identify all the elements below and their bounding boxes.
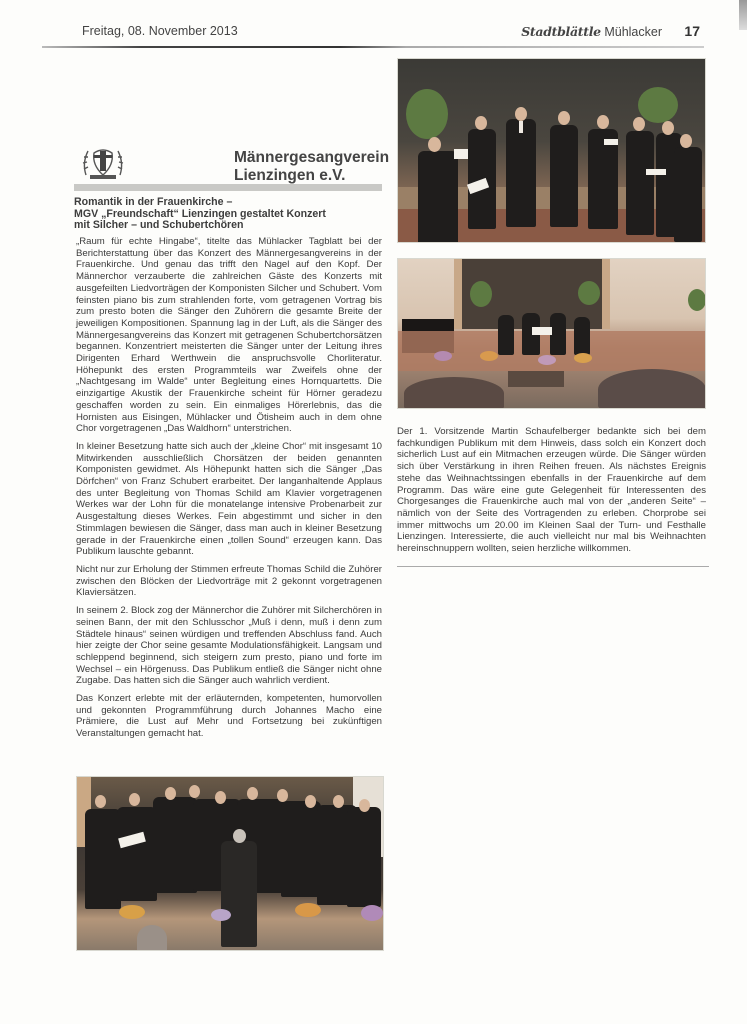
- horn-quartet-photo: [397, 258, 706, 409]
- full-choir-photo: [76, 776, 384, 951]
- newspaper-brand: [521, 24, 662, 39]
- paragraph: In kleiner Besetzung hatte sich auch der „kleine Chor“ mit insgesamt 10 Mitwirkenden ausschließlich Chorsätzen der beiden genannten Komponisten gewidmet. Als Höhepunkt hatten sich die Sänger „Das Dörfchen“ von Franz Schubert erarbeitet. Der langanhaltende Applaus des unter Begleitung von Thomas Schild am Klavier vorgetragenen Werkes war der Lohn für die monatelange intensive Probenarbeit zur Ausgestaltung dieses Werkes. Fein abgestimmt und sicher in den Stimmlagen bewiesen die Sänger, dass man auch in kleiner Besetzung gerade in der Frauenkirche einen „tollen Sound“ erzeugen kann. Das Publikum lauschte gebannt.: [76, 440, 382, 558]
- paragraph: Nicht nur zur Erholung der Stimmen erfreute Thomas Schild die Zuhörer zwischen den Blöcken der Liedvorträge mit 2 gekonnt vorgetragenen Klaviersätzen.: [76, 563, 382, 599]
- paragraph: Das Konzert erlebte mit der erläuternden, kompetenten, humorvollen und gekonnten Programmführung durch Johannes Macho eine Prämiere, die Lust auf Mehr und Fortsetzung bei zukünftigen Veranstaltungen gemacht hat.: [76, 693, 382, 740]
- headline-line-1: Romantik in der Frauenkirche –: [74, 196, 233, 208]
- headline-line-3: mit Silcher – und Schubertchören: [74, 219, 244, 231]
- org-name-line-2: Lienzingen e.V.: [234, 167, 346, 184]
- small-choir-photo: [397, 58, 706, 243]
- scan-edge: [739, 0, 747, 30]
- header-rule: [42, 46, 704, 48]
- page-header: [42, 20, 704, 48]
- article-body-left: [76, 236, 382, 746]
- org-name-line-1: Männergesangverein: [234, 149, 390, 166]
- organization-name: [234, 149, 389, 185]
- section-divider: [74, 184, 382, 191]
- issue-date: Freitag, 08. November 2013: [82, 24, 238, 38]
- paragraph: In seinem 2. Block zog der Männerchor die Zuhörer mit Silcherchören in seinen Bann, der mit den Schlusschor „Muß i denn, muß i denn zum Städtele hinaus“ seinen würdigen und treffenden Abschluss fand. Auch hier zeigte der Chor seine gesamte Modulationsfähigkeit. Langsam und schleppend beginnend, sich steigern zum presto, piano und forte im Wechsel – ein Hörgenuss. Das Publikum entließ die Sänger nicht ohne Zugabe. Das hatten sich die Sänger auch wahrlich verdient.: [76, 605, 382, 687]
- brand-script: Stadtblättle: [521, 24, 601, 39]
- page-number: 17: [684, 23, 700, 39]
- article-headline: [74, 197, 384, 232]
- headline-line-2: MGV „Freundschaft“ Lienzingen gestaltet Konzert: [74, 207, 326, 220]
- paragraph: Der 1. Vorsitzende Martin Schaufelberger bedankte sich bei dem fachkundigen Publikum mit dem Hinweis, dass solch ein Konzert doch sicherlich Lust auf ein Mitmachen erzeugen würde. Die Sänger würden sich über Verstärkung in ihren Reihen freuen. Als nächstes Ereignis stehe das Weihnachtssingen ebenfalls in der Frauenkirche auf dem Programm. Das wäre eine gute Gelegenheit für Interessenten des Chorgesanges die Frauenkirche auch mal von der „anderen Seite“ – nämlich von der Seite des Vortragenden zu erleben. Chorprobe sei immer mittwochs um 20.00 im Kleinen Saal der Turn- und Festhalle Lienzingen. Interessierte, die auch vielleicht nur mal bis Weihnachten hereinschnuppern wollten, seien herzliche willkommen.: [397, 426, 706, 555]
- article-body-right: [397, 426, 706, 561]
- brand-place: Mühlacker: [604, 25, 662, 39]
- lyre-wreath-emblem-icon: [80, 145, 126, 183]
- article-end-rule: [397, 566, 709, 567]
- paragraph: „Raum für echte Hingabe“, titelte das Mühlacker Tagblatt bei der Berichterstattung über das Konzert des Männergesangvereins in der Frauenkirche. Und genau das trifft den Nagel auf den Kopf. Der Männerchor verzauberte die zahlreichen Gäste des Konzerts mit ausgefeilten Liedvorträgen der Komponisten Silcher und Schubert. Vom feinsten piano bis zum strahlenden forte, vom getragenen Vortrag bis zum presto boten die Sänger den Zuhörern die gesamte Breite der jeweiligen Kompositionen. Spannung lag in der Luft, als die Sänger des Männergesangvereins das Konzert mit getragenen Schubertchorsätzen begannen. Konzentriert meisterten die Sänger unter der Leitung ihres Dirigenten Erhard Werthwein die anspruchsvolle Chorliteratur. Höhepunkt des ersten Programmteils war Zweifels ohne der „Nachtgesang im Walde“ unter Begleitung eines Hornquartetts. Die einzigartige Akustik der Frauenkirche scheint für Hörner geradezu geschaffen worden zu sein. Ein einmaliges Hörerlebnis, das die Hornisten aus Eisingen, Mühlacker und Ötisheim auch in dem ohne Chor vorgetragenen „Das Waldhorn“ unterstrichen.: [76, 236, 382, 435]
